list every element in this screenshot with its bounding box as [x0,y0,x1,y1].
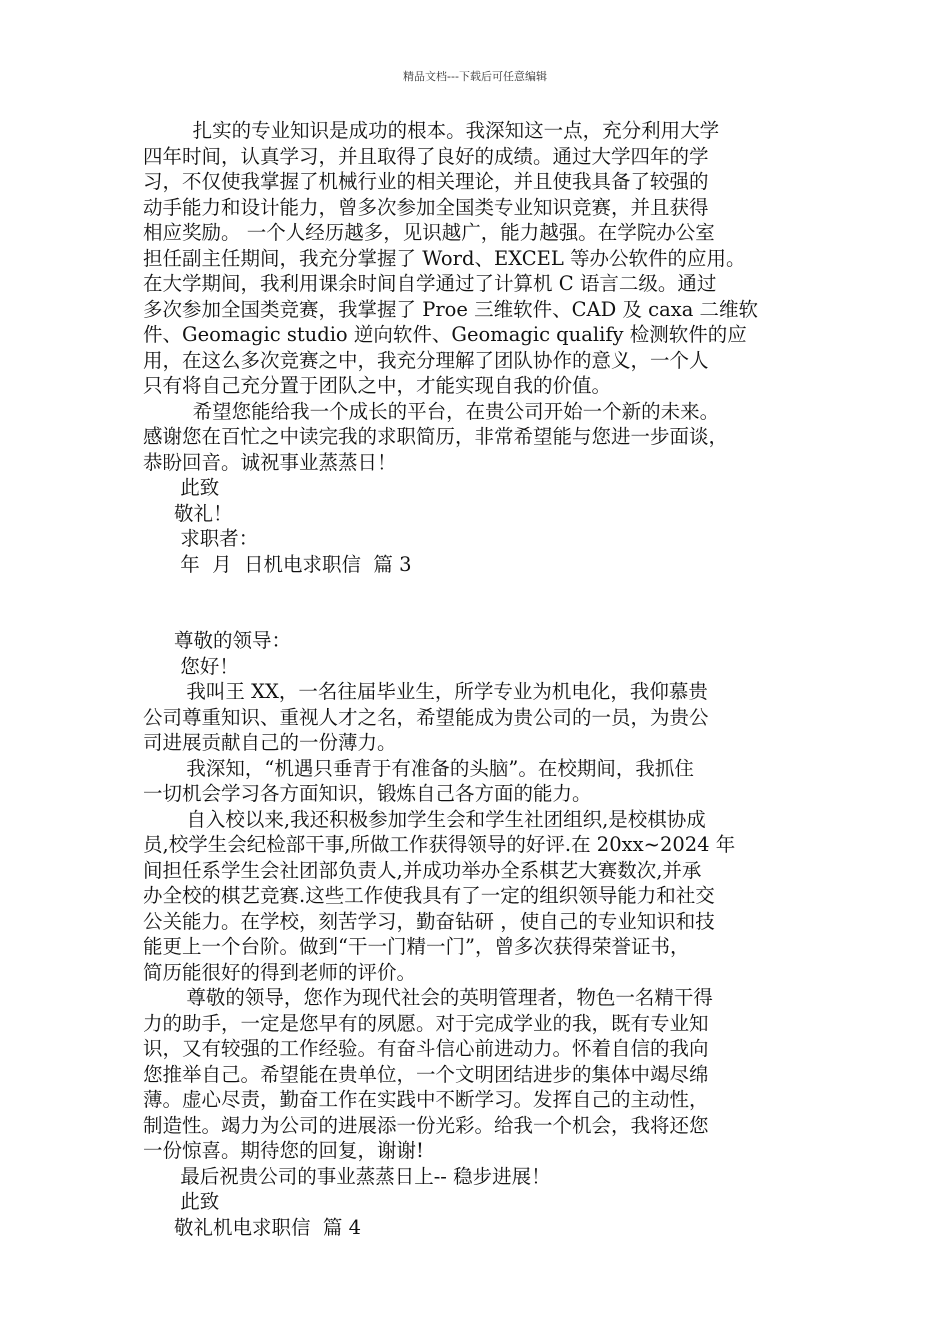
text-line: 能更上一个台阶。做到“干一门精一门”，曾多次获得荣誉证书， [143,935,690,958]
text-line: 公关能力。在学校，刻苦学习，勤奋钻研 ，使自己的专业知识和技 [143,909,715,933]
text-line: 相应奖励。 一个人经历越多，见识越广，能力越强。在学院办公室 [143,221,715,244]
text-line: 件、Geomagic studio 逆向软件、Geomagic qualify 检测软件的应 [143,323,747,346]
text-line: 用，在这么多次竞赛之中，我充分理解了团队协作的意义，一个人 [143,348,709,372]
text-line: 您推举自己。希望能在贵单位，一个文明团结进步的集体中竭尽绵 [143,1062,709,1086]
text-line: 简历能很好的得到老师的评价。 [143,960,417,984]
text-line: 希望您能给我一个成长的平台，在贵公司开始一个新的未来。 [143,399,720,423]
text-line: 习，不仅使我掌握了机械行业的相关理论，并且使我具备了较强的 [143,170,709,193]
text-line: 只有将自己充分置于团队之中，才能实现自我的价值。 [143,374,612,397]
text-line: 敬礼！ [143,501,233,525]
text-line: 感谢您在百忙之中读完我的求职简历，非常希望能与您进一步面谈， [143,425,729,448]
text-line: 敬礼机电求职信 篇 4 [143,1215,361,1239]
text-line: 我叫王 XX，一名往届毕业生，所学专业为机电化，我仰慕贵 [143,680,708,703]
text-line: 此致 [143,1190,220,1213]
text-line: 力的助手，一定是您早有的夙愿。对于完成学业的我，既有专业知 [143,1011,709,1035]
text-line: 多次参加全国类竞赛，我掌握了 Proe 三维软件、CAD 及 caxa 二维软 [143,297,759,321]
text-line: 薄。虚心尽责，勤奋工作在实践中不断学习。发挥自己的主动性， [143,1088,709,1111]
text-line: 办全校的棋艺竞赛.这些工作使我具有了一定的组织领导能力和社交 [143,884,715,907]
text-line: 自入校以来,我还积极参加学生会和学生社团组织,是校棋协成 [143,807,706,831]
document-body [143,118,823,1240]
text-line: 识，又有较强的工作经验。有奋斗信心前进动力。怀着自信的我向 [143,1037,709,1060]
page-header: 精品文档---下载后可任意编辑 [403,70,547,83]
text-line: 一份惊喜。期待您的回复，谢谢! [143,1139,424,1162]
text-line: 在大学期间，我利用课余时间自学通过了计算机 C 语言二级。通过 [143,272,717,295]
text-line: 担任副主任期间，我充分掌握了 Word、EXCEL 等办公软件的应用。 [143,246,746,270]
text-line: 间担任系学生会社团部负责人,并成功举办全系棋艺大赛数次,并承 [143,858,702,882]
text-line: 恭盼回音。诚祝事业蒸蒸日！ [143,450,397,474]
text-line: 员,校学生会纪检部干事,所做工作获得领导的好评.在 20xx~2024 年 [143,833,736,856]
text-line: 扎实的专业知识是成功的根本。我深知这一点，充分利用大学 [143,119,720,142]
text-line: 一切机会学习各方面知识，锻炼自己各方面的能力。 [143,782,592,805]
text-line [143,603,823,629]
text-line: 动手能力和设计能力，曾多次参加全国类专业知识竞赛，并且获得 [143,195,709,219]
text-line: 尊敬的领导，您作为现代社会的英明管理者，物色一名精干得 [143,986,713,1009]
text-line: 最后祝贵公司的事业蒸蒸日上-- 稳步进展！ [143,1164,551,1188]
text-line: 尊敬的领导： [143,629,291,652]
text-line: 公司尊重知识、重视人才之名，希望能成为贵公司的一员，为贵公 [143,705,709,729]
text-line: 制造性。竭力为公司的进展添一份光彩。给我一个机会，我将还您 [143,1113,709,1137]
text-line [143,577,823,603]
text-line: 求职者： [143,527,259,550]
text-line: 我深知，“机遇只垂青于有准备的头脑”。在校期间，我抓住 [143,756,694,780]
text-line: 年 月 日机电求职信 篇 3 [143,552,412,576]
text-line: 您好！ [143,654,239,678]
text-line: 四年时间，认真学习，并且取得了良好的成绩。通过大学四年的学 [143,144,709,168]
text-line: 此致 [143,476,220,499]
text-line: 司进展贡献自己的一份薄力。 [143,731,397,754]
